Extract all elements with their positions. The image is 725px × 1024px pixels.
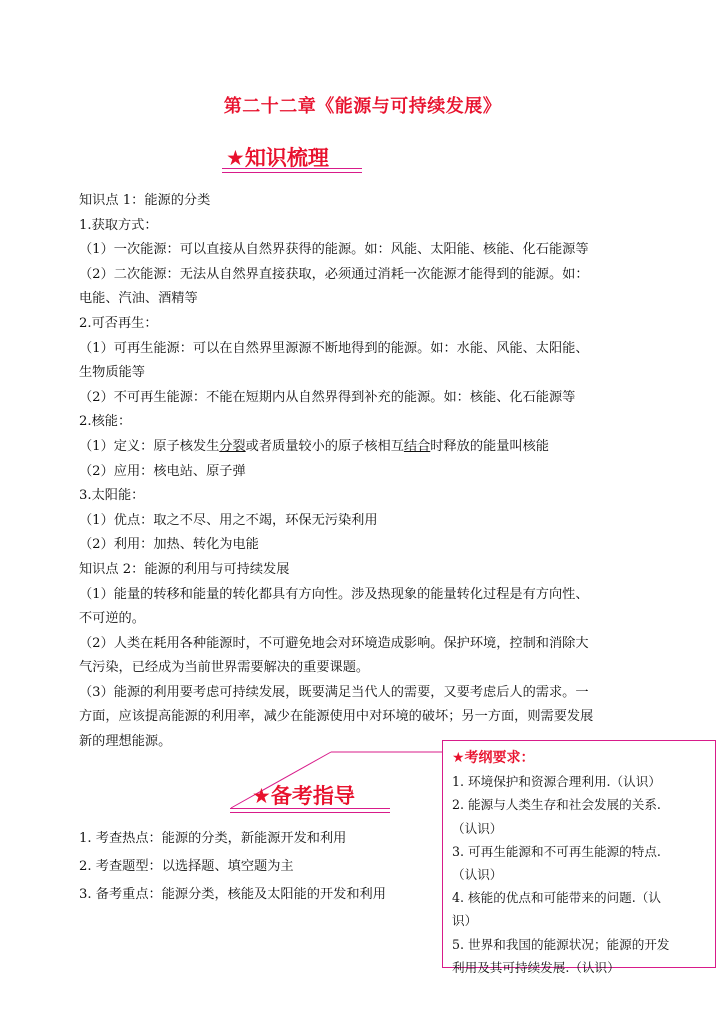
divider-line: [230, 808, 390, 809]
text-line: （2）人类在耗用各种能源时，不可避免地会对环境造成影响。保护环境，控制和消除大: [79, 635, 589, 651]
text-line: 生物质能等: [79, 365, 145, 381]
guide-item: [79, 881, 386, 909]
syllabus-line: 识）: [452, 913, 478, 929]
text-line: 知识点 1：能源的分类: [79, 193, 211, 208]
text-line: （2）利用：加热、转化为电能: [79, 537, 259, 553]
syllabus-box: [442, 740, 716, 975]
guide-label: 3. 备考重点：: [79, 887, 162, 902]
text-line: 气污染，已经成为当前世界需要解决的重要课题。: [79, 660, 370, 676]
underlined-term: 分裂: [219, 438, 246, 454]
section-heading-knowledge: ★知识梳理: [226, 146, 329, 170]
guide-item: [79, 825, 386, 853]
exam-guide: [79, 825, 386, 909]
text-line: 不可逆的。: [79, 611, 145, 627]
text-line: （3）能源的利用要考虑可持续发展，既要满足当代人的需要，又要考虑后人的需求。一: [79, 684, 589, 700]
text-line: 2.可否再生：: [79, 315, 158, 331]
guide-text: 能源分类，核能及太阳能的开发和利用: [161, 887, 386, 902]
syllabus-line: 5. 世界和我国的能源状况；能源的开发: [452, 936, 670, 952]
text-line: 2.核能：: [79, 414, 132, 430]
divider-line: [230, 812, 390, 813]
text-fragment: （1）定义：原子核发生: [79, 438, 220, 454]
syllabus-line: 2. 能源与人类生存和社会发展的关系.: [452, 797, 661, 813]
syllabus-line: 3. 可再生能源和不可再生能源的特点.: [452, 843, 661, 859]
guide-label: 2. 考查题型：: [79, 859, 162, 874]
text-line: 1.获取方式：: [79, 217, 158, 233]
text-fragment: 时释放的能量叫核能: [430, 438, 549, 454]
page-title: 第二十二章《能源与可持续发展》: [223, 96, 502, 117]
guide-text: 能源的分类，新能源开发和利用: [161, 831, 347, 846]
text-line: 3.太阳能：: [79, 488, 145, 504]
text-line: （2）应用：核电站、原子弹: [79, 463, 246, 479]
syllabus-line: （认识）: [452, 867, 503, 883]
syllabus-title: ★考纲要求：: [452, 750, 535, 766]
text-line: 电能、汽油、酒精等: [79, 291, 198, 307]
syllabus-line: （认识）: [452, 820, 503, 836]
text-line: （1）可再生能源：可以在自然界里源源不断地得到的能源。如：水能、风能、太阳能、: [79, 340, 589, 356]
text-line: （2）二次能源：无法从自然界直接获取，必须通过消耗一次能源才能得到的能源。如：: [79, 266, 589, 282]
text-fragment: 或者质量较小的原子核相互: [245, 438, 404, 454]
text-line: 新的理想能源。: [79, 734, 172, 750]
text-line: 方面，应该提高能源的利用率，减少在能源使用中对环境的破坏；另一方面，则需要发展: [79, 709, 594, 725]
underlined-term: 结合: [403, 438, 431, 454]
guide-label: 1. 考查热点：: [79, 831, 162, 846]
text-line: （1）优点：取之不尽、用之不竭，环保无污染利用: [79, 512, 378, 528]
guide-item: [79, 853, 386, 881]
text-line: （1）能量的转移和能量的转化都具有方向性。涉及热现象的能量转化过程是有方向性、: [79, 586, 589, 602]
guide-text: 以选择题、填空题为主: [161, 859, 294, 874]
text-line: 知识点 2：能源的利用与可持续发展: [79, 561, 290, 577]
text-line: （1）一次能源：可以直接从自然界获得的能源。如：风能、太阳能、核能、化石能源等: [79, 242, 589, 258]
section-heading-guide: ★备考指导: [252, 784, 355, 808]
syllabus-line: 1. 环境保护和资源合理利用.（认识）: [452, 774, 661, 790]
text-line: （2）不可再生能源：不能在短期内从自然界得到补充的能源。如：核能、化石能源等: [79, 389, 576, 405]
syllabus-line: 4. 核能的优点和可能带来的问题.（认: [452, 890, 661, 906]
syllabus-line: 利用及其可持续发展.（认识）: [452, 959, 620, 975]
